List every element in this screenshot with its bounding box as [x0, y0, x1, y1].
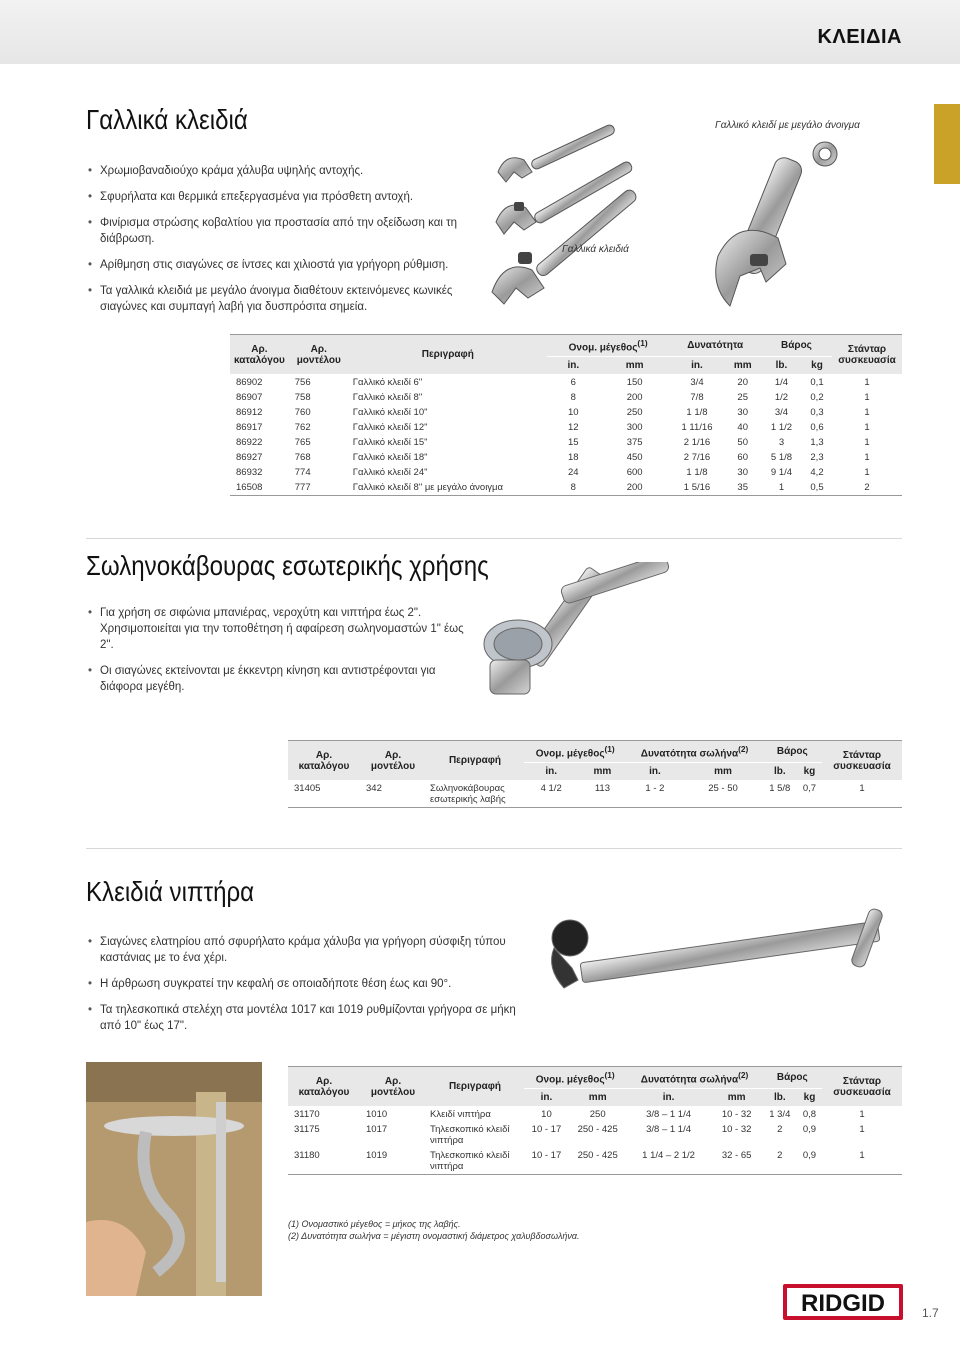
- footnote-ref: (2): [738, 1070, 749, 1080]
- table-cell: 1: [864, 377, 870, 389]
- table-cell: 150: [626, 377, 643, 389]
- col-model-no: Αρ. μοντέλου: [360, 741, 426, 781]
- table-cell: 1: [864, 452, 870, 464]
- table-cell: 31170: [294, 1109, 320, 1121]
- bullet: • Οι σιαγώνες εκτείνονται με έκκεντρη κίνηση και αντιστρέφονται για διάφορα μεγέθη.: [88, 663, 468, 695]
- col-description: Περιγραφή: [426, 1067, 524, 1107]
- table-cell: 250: [626, 407, 643, 419]
- table-cell: 16508: [230, 480, 289, 496]
- table-cell: Γαλλικό κλειδί 15": [352, 437, 428, 449]
- table-cell: 35: [725, 480, 761, 496]
- table-cell: Γαλλικό κλειδί 6": [352, 377, 423, 389]
- table-cell: 1 5/16: [669, 480, 724, 496]
- unit-in: in.: [626, 763, 683, 781]
- table-cell: 86912: [236, 407, 263, 419]
- basin-wrench-in-use-photo: [86, 1062, 262, 1296]
- col-catalog-no: Αρ. καταλόγου: [288, 1067, 360, 1107]
- section-divider: [86, 538, 902, 539]
- table-cell: 50: [737, 437, 748, 449]
- table-cell: 1 3/4: [769, 1109, 791, 1121]
- table-cell: 10: [541, 1109, 552, 1121]
- table-cell: 250 - 425: [569, 1148, 627, 1175]
- svg-text:RIDGID: RIDGID: [801, 1290, 885, 1317]
- col-weight: Βάρος: [763, 1067, 822, 1089]
- table-cell: 1: [822, 781, 902, 808]
- table-cell: 200: [600, 480, 670, 496]
- bullet: • Η άρθρωση συγκρατεί την κεφαλή σε οποιαδήποτε θέση έως και 90°.: [88, 976, 528, 992]
- col-standard-pack: Στάνταρ συσκευασία: [832, 335, 902, 375]
- unit-in: in.: [669, 357, 724, 375]
- table-cell: 200: [626, 392, 643, 404]
- unit-lb: lb.: [763, 1089, 797, 1107]
- unit-in: in.: [626, 1089, 710, 1107]
- wide-opening-wrench-image: [700, 136, 850, 316]
- table-row: [230, 405, 902, 420]
- table-cell: 86902: [236, 377, 263, 389]
- col-pipe-capacity-label: Δυνατότητα σωλήνα: [640, 748, 739, 760]
- unit-kg: kg: [797, 1089, 822, 1107]
- table-cell: 5 1/8: [770, 452, 793, 464]
- table-cell: 3/8 – 1 1/4: [646, 1109, 692, 1121]
- table-body: [288, 781, 902, 808]
- table-cell: 10 - 32: [721, 1124, 752, 1136]
- table-cell: 1: [864, 422, 870, 434]
- footnote-ref: (2): [738, 744, 749, 754]
- col-pipe-capacity: [626, 741, 762, 763]
- table-cell: 1: [864, 437, 870, 449]
- table-cell: Σωληνοκάβουρας εσωτερικής λαβής: [426, 781, 524, 808]
- table-cell: 25: [737, 392, 748, 404]
- table-cell: 4,2: [810, 467, 824, 479]
- table-cell: 40: [737, 422, 748, 434]
- table-cell: Τηλεσκοπικό κλειδί νιπτήρα: [426, 1148, 524, 1175]
- table-cell: 113: [578, 781, 626, 808]
- bullet: • Τα γαλλικά κλειδιά με μεγάλο άνοιγμα διαθέτουν εκτεινόμενες κωνικές σιαγώνες και συμπαγή λαβή για δυσπρόσιτα σημεία.: [88, 283, 458, 315]
- table-cell: 768: [294, 452, 311, 464]
- footnotes: [288, 1218, 580, 1242]
- table-cell: 1 1/4 – 2 1/2: [626, 1148, 710, 1175]
- col-catalog-no: Αρ. καταλόγου: [230, 335, 289, 375]
- table-cell: 2: [832, 480, 902, 496]
- section-title-adjustable-wrenches: Γαλλικά κλειδιά: [86, 104, 248, 135]
- table-row: [288, 1122, 902, 1148]
- table-body: [230, 375, 902, 496]
- table-cell: 375: [626, 437, 643, 449]
- table-cell: Γαλλικό κλειδί 8" με μεγάλο άνοιγμα: [349, 480, 547, 496]
- col-catalog-no: Αρ. καταλόγου: [288, 741, 360, 781]
- table-cell: 1 5/8: [763, 781, 797, 808]
- table-cell: 774: [294, 467, 311, 479]
- table-cell: 25 - 50: [683, 781, 762, 808]
- table-row: [288, 1107, 902, 1123]
- table-cell: 1019: [360, 1148, 426, 1175]
- footnote-1: (1) Ονομαστικό μέγεθος = μήκος της λαβής.: [288, 1219, 461, 1229]
- table-cell: Κλειδί νιπτήρα: [430, 1109, 491, 1121]
- table-cell: 450: [626, 452, 643, 464]
- footnote-2: (2) Δυνατότητα σωλήνα = μέγιστη ονομαστική διάμετρος χαλυβδοσωλήνα.: [288, 1231, 580, 1241]
- col-nominal-size: [547, 335, 670, 357]
- col-nominal-size: [524, 741, 626, 763]
- table-row: [230, 465, 902, 480]
- table-cell: 250: [589, 1109, 606, 1121]
- caption-wrench-set: Γαλλικά κλειδιά: [562, 244, 629, 255]
- table-cell: 4 1/2: [524, 781, 578, 808]
- table-cell: 0,6: [810, 422, 824, 434]
- table-row: [230, 390, 902, 405]
- table-cell: 8: [570, 392, 576, 404]
- bullet: • Σιαγώνες ελατηρίου από σφυρήλατο κράμα χάλυβα για γρήγορη σύσφιξη τύπου καστάνιας με το ένα χέρι.: [88, 934, 528, 966]
- table-row: [230, 480, 902, 496]
- unit-mm: mm: [578, 763, 626, 781]
- page-number: 1.7: [922, 1306, 939, 1320]
- col-description: Περιγραφή: [349, 335, 547, 375]
- table-cell: 1010: [366, 1109, 388, 1121]
- table-cell: Γαλλικό κλειδί 18": [352, 452, 428, 464]
- table-cell: 10: [568, 407, 579, 419]
- table-cell: 756: [294, 377, 311, 389]
- basin-wrench-spec-table: [288, 1066, 902, 1175]
- section-tab-marker: [934, 104, 960, 184]
- table-cell: 1017: [366, 1124, 388, 1136]
- col-nominal-size-label: Ονομ. μέγεθος: [568, 342, 638, 354]
- table-cell: 1 1/8: [686, 407, 708, 419]
- table-cell: 15: [568, 437, 579, 449]
- col-weight: Βάρος: [761, 335, 832, 357]
- unit-mm: mm: [725, 357, 761, 375]
- page-header: [0, 0, 960, 64]
- table-cell: 777: [289, 480, 349, 496]
- table-cell: Τηλεσκοπικό κλειδί νιπτήρα: [430, 1124, 510, 1147]
- section-divider: [86, 848, 902, 849]
- col-model-no: Αρ. μοντέλου: [289, 335, 349, 375]
- table-cell: 1 11/16: [681, 422, 713, 434]
- table-cell: 0,9: [797, 1148, 822, 1175]
- basin-wrench-image: [540, 902, 910, 1012]
- bullet: • Χρωμιοβαναδιούχο κράμα χάλυβα υψηλής αντοχής.: [88, 163, 458, 179]
- adjustable-wrench-spec-table: [230, 334, 902, 496]
- table-cell: 1: [822, 1148, 902, 1175]
- table-cell: Γαλλικό κλειδί 8": [352, 392, 423, 404]
- table-cell: 760: [294, 407, 311, 419]
- table-cell: 3/4: [690, 377, 704, 389]
- unit-kg: kg: [797, 763, 822, 781]
- table-cell: 24: [568, 467, 579, 479]
- table-cell: 2 1/16: [683, 437, 711, 449]
- table-cell: 0,9: [802, 1124, 817, 1136]
- table-cell: 0,7: [797, 781, 822, 808]
- table-cell: 86932: [236, 467, 263, 479]
- unit-lb: lb.: [763, 763, 797, 781]
- internal-wrench-spec-table: [288, 740, 902, 808]
- table-cell: 2: [763, 1148, 797, 1175]
- table-cell: 1 1/2: [770, 422, 793, 434]
- table-cell: 86927: [236, 452, 263, 464]
- ridgid-logo: [783, 1284, 903, 1320]
- caption-wide-wrench: Γαλλικό κλειδί με μεγάλο άνοιγμα: [715, 120, 860, 131]
- col-standard-pack: Στάνταρ συσκευασία: [822, 741, 902, 781]
- table-cell: 86922: [236, 437, 263, 449]
- table-cell: 2 7/16: [683, 452, 711, 464]
- table-cell: 0,2: [810, 392, 824, 404]
- table-cell: 7/8: [690, 392, 704, 404]
- unit-kg: kg: [802, 357, 832, 375]
- footnote-ref: (1): [604, 744, 615, 754]
- table-cell: 1,3: [810, 437, 824, 449]
- table-cell: 762: [294, 422, 311, 434]
- table-cell: 1: [864, 467, 870, 479]
- bullet: • Σφυρήλατα και θερμικά επεξεργασμένα για πρόσθετη αντοχή.: [88, 189, 458, 205]
- unit-mm: mm: [600, 357, 670, 375]
- unit-mm: mm: [569, 1089, 627, 1107]
- col-pipe-capacity: [626, 1067, 762, 1089]
- col-standard-pack: Στάνταρ συσκευασία: [822, 1067, 902, 1107]
- table-cell: 765: [294, 437, 311, 449]
- table-row: [230, 420, 902, 435]
- table-cell: 3: [778, 437, 785, 449]
- unit-in: in.: [547, 357, 600, 375]
- page-category-title: ΚΛΕΙΔΙΑ: [817, 26, 902, 48]
- table-cell: 31180: [288, 1148, 360, 1175]
- table-cell: 32 - 65: [711, 1148, 763, 1175]
- table-row: [230, 450, 902, 465]
- unit-mm: mm: [711, 1089, 763, 1107]
- col-nominal-size-label: Ονομ. μέγεθος: [535, 748, 605, 760]
- table-row: [230, 375, 902, 391]
- table-row: [230, 435, 902, 450]
- table-cell: 1/4: [774, 377, 789, 389]
- table-cell: Γαλλικό κλειδί 24": [352, 467, 428, 479]
- table-cell: 31405: [288, 781, 360, 808]
- footnote-ref: (1): [637, 338, 648, 348]
- footnote-ref: (1): [604, 1070, 615, 1080]
- table-body: [288, 1107, 902, 1175]
- bullet: • Φινίρισμα στρώσης κοβαλτίου για προστασία από την οξείδωση και τη διάβρωση.: [88, 215, 458, 247]
- table-cell: 0,8: [802, 1109, 817, 1121]
- table-cell: 2,3: [810, 452, 824, 464]
- table-row: [288, 781, 902, 808]
- table-cell: 1: [864, 407, 870, 419]
- table-cell: Γαλλικό κλειδί 12": [352, 422, 428, 434]
- table-cell: 600: [626, 467, 643, 479]
- internal-pipe-wrench-image: [470, 562, 680, 712]
- table-cell: 1: [761, 480, 802, 496]
- unit-in: in.: [524, 763, 578, 781]
- table-cell: 9 1/4: [770, 467, 793, 479]
- table-cell: 3/4: [774, 407, 789, 419]
- unit-mm: mm: [683, 763, 762, 781]
- table-cell: 3/8 – 1 1/4: [646, 1124, 692, 1136]
- table-cell: 18: [568, 452, 579, 464]
- col-nominal-size: [524, 1067, 626, 1089]
- col-model-no: Αρ. μοντέλου: [360, 1067, 426, 1107]
- unit-lb: lb.: [761, 357, 802, 375]
- table-cell: 758: [294, 392, 311, 404]
- col-capacity: Δυνατότητα: [669, 335, 760, 357]
- table-cell: 8: [547, 480, 600, 496]
- bullet: • Για χρήση σε σιφώνια μπανιέρας, νεροχύτη και νιπτήρα έως 2". Χρησιμοποιείται για την τοποθέτηση ή αφαίρεση σωληνομαστών 1" έως 2".: [88, 605, 468, 653]
- table-cell: 12: [568, 422, 579, 434]
- table-cell: 30: [737, 407, 748, 419]
- section-title-basin-wrenches: Κλειδιά νιπτήρα: [86, 876, 255, 907]
- table-cell: 10 - 32: [721, 1109, 752, 1121]
- bullet: • Τα τηλεσκοπικά στελέχη στα μοντέλα 1017 και 1019 ρυθμίζονται γρήγορα σε μήκη από 10" έως 17".: [88, 1002, 528, 1034]
- table-cell: 250 - 425: [577, 1124, 618, 1136]
- table-cell: 6: [570, 377, 576, 389]
- section3-bullets: [88, 934, 528, 1044]
- table-cell: 2: [777, 1124, 783, 1136]
- bullet: • Αρίθμηση στις σιαγώνες σε ίντσες και χιλιοστά για γρήγορη ρύθμιση.: [88, 257, 458, 273]
- table-cell: 0,1: [810, 377, 824, 389]
- table-cell: 20: [737, 377, 748, 389]
- table-cell: 1: [864, 392, 870, 404]
- table-cell: 60: [737, 452, 748, 464]
- col-nominal-size-label: Ονομ. μέγεθος: [535, 1074, 605, 1086]
- unit-in: in.: [524, 1089, 569, 1107]
- table-cell: Γαλλικό κλειδί 10": [352, 407, 428, 419]
- section1-bullets: [88, 163, 458, 325]
- col-description: Περιγραφή: [426, 741, 524, 781]
- table-cell: 0,5: [802, 480, 832, 496]
- table-cell: 342: [360, 781, 426, 808]
- adjustable-wrench-set-image: [488, 112, 648, 312]
- table-row: [288, 1148, 902, 1175]
- table-cell: 30: [737, 467, 748, 479]
- table-cell: 0,3: [810, 407, 824, 419]
- table-cell: 10 - 17: [531, 1124, 562, 1136]
- table-cell: 1 1/8: [686, 467, 708, 479]
- table-cell: 1: [859, 1109, 865, 1121]
- table-cell: 10 - 17: [524, 1148, 569, 1175]
- section2-bullets: [88, 605, 468, 705]
- table-cell: 86907: [236, 392, 263, 404]
- table-cell: 1: [859, 1124, 865, 1136]
- table-cell: 1/2: [774, 392, 789, 404]
- section-title-internal-pipe-wrench: Σωληνοκάβουρας εσωτερικής χρήσης: [86, 550, 489, 581]
- col-pipe-capacity-label: Δυνατότητα σωλήνα: [640, 1074, 739, 1086]
- table-cell: 31175: [294, 1124, 320, 1136]
- table-cell: 1 - 2: [626, 781, 683, 808]
- col-weight: Βάρος: [763, 741, 822, 763]
- table-cell: 86917: [236, 422, 263, 434]
- table-cell: 300: [626, 422, 643, 434]
